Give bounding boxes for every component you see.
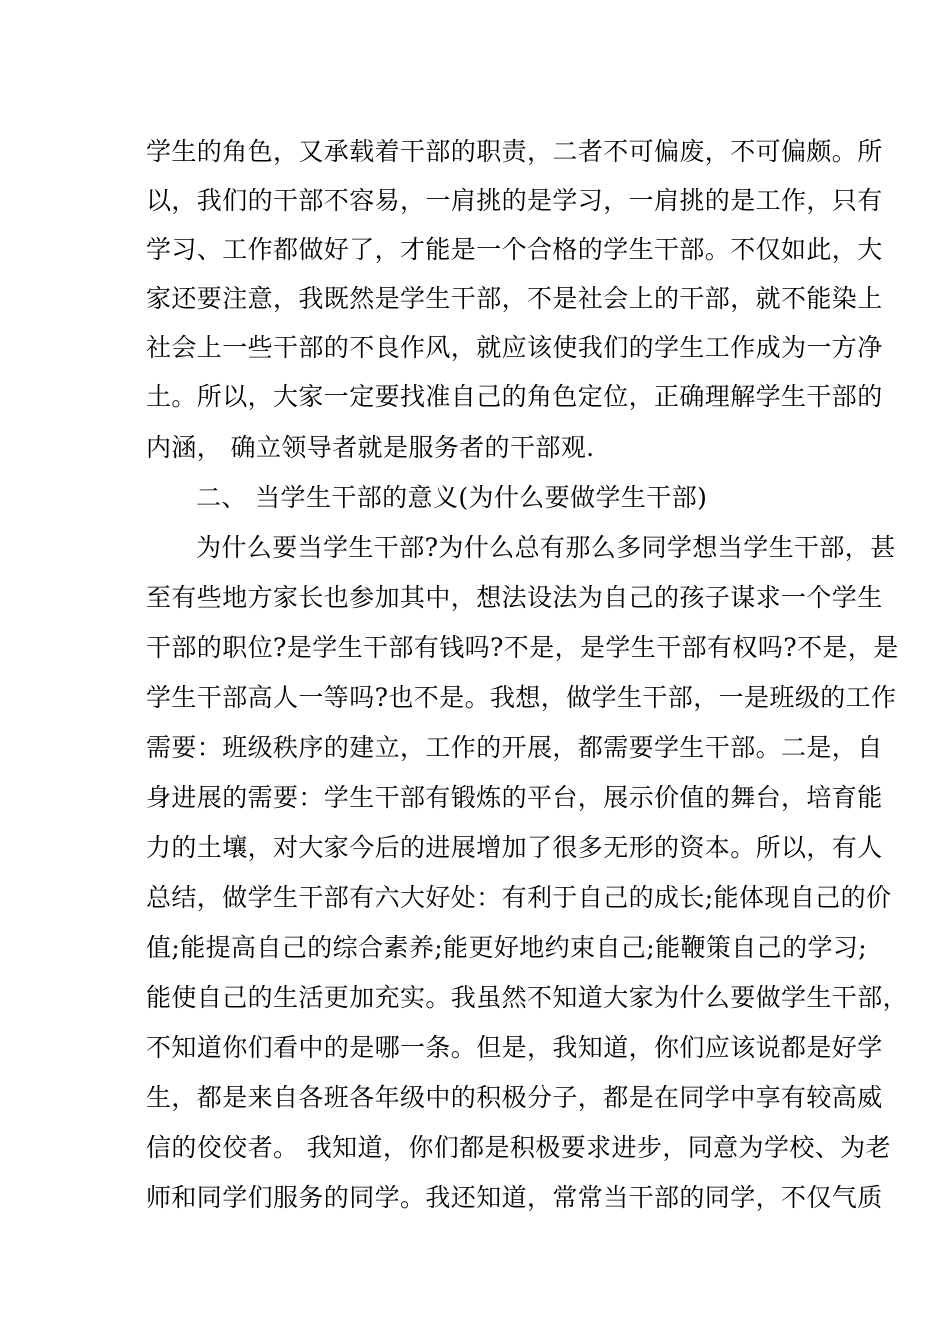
text-line: 干部的职位?是学生干部有钱吗?不是，是学生干部有权吗?不是，是 [146,633,899,662]
text-line: 生，都是来自各班各年级中的积极分子，都是在同学中享有较高威 [146,1083,883,1112]
text-line: 能使自己的生活更加充实。我虽然不知道大家为什么要做学生干部， [146,983,909,1012]
text-line: 学习、工作都做好了，才能是一个合格的学生干部。不仅如此，大 [146,235,883,264]
text-line: 土。所以，大家一定要找准自己的角色定位，正确理解学生干部的 [146,382,883,411]
text-line: 信的佼佼者。 我知道，你们都是积极要求进步，同意为学校、为老 [146,1133,891,1162]
text-line: 值;能提高自己的综合素养;能更好地约束自己;能鞭策自己的学习; [146,933,868,962]
text-line: 至有些地方家长也参加其中，想法设法为自己的孩子谋求一个学生 [146,583,883,612]
text-line: 家还要注意，我既然是学生干部，不是社会上的干部，就不能染上 [146,284,883,313]
text-line: 身进展的需要：学生干部有锻炼的平台，展示价值的舞台，培育能 [146,783,883,812]
paragraph-first-line: 为什么要当学生干部?为什么总有那么多同学想当学生干部，甚 [196,533,896,562]
text-line: 学生干部高人一等吗?也不是。我想，做学生干部，一是班级的工作 [146,683,897,712]
text-line: 学生的角色，又承载着干部的职责，二者不可偏废，不可偏颇。所 [146,137,883,166]
section-heading: 二、 当学生干部的意义(为什么要做学生干部) [196,483,708,512]
text-line: 内涵， 确立领导者就是服务者的干部观. [146,433,595,462]
text-line: 需要：班级秩序的建立，工作的开展，都需要学生干部。二是，自 [146,733,883,762]
text-line: 师和同学们服务的同学。我还知道，常常当干部的同学，不仅气质 [146,1183,883,1212]
text-line: 力的土壤，对大家今后的进展增加了很多无形的资本。所以，有人 [146,833,883,862]
text-line: 社会上一些干部的不良作风，就应该使我们的学生工作成为一方净 [146,333,883,362]
text-line: 以，我们的干部不容易，一肩挑的是学习，一肩挑的是工作，只有 [146,186,883,215]
text-line: 总结，做学生干部有六大好处：有利于自己的成长;能体现自己的价 [146,883,892,912]
text-line: 不知道你们看中的是哪一条。但是，我知道，你们应该说都是好学 [146,1033,883,1062]
